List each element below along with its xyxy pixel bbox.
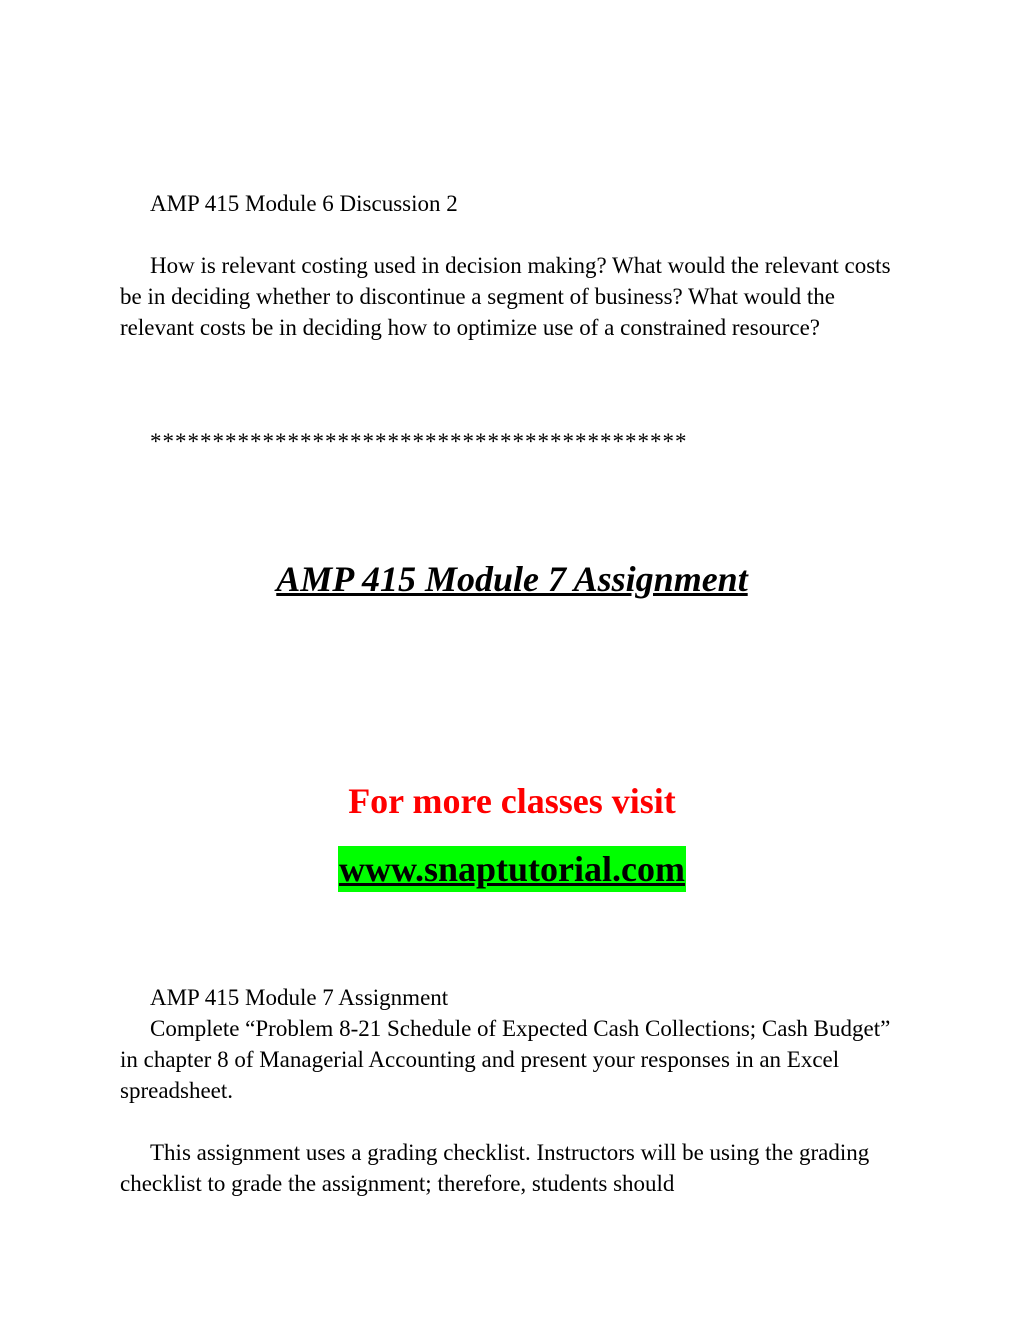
promo-text: For more classes visit [348, 781, 676, 821]
snaptutorial-link[interactable]: www.snaptutorial.com [338, 846, 686, 892]
section-separator: ******************************************* [150, 429, 688, 454]
assignment-heading: AMP 415 Module 7 Assignment [276, 559, 748, 599]
assignment-description: Complete “Problem 8-21 Schedule of Expected Cash Collections; Cash Budget” in chapter 8 of Managerial Accounting and present your responses in an Excel spreadsheet. [120, 1016, 891, 1103]
discussion-title: AMP 415 Module 6 Discussion 2 [150, 191, 458, 216]
promo-link-wrap [0, 846, 1024, 892]
discussion-question: How is relevant costing used in decision making? What would the relevant costs be in deciding whether to discontinue a segment of business? What would the relevant costs be in deciding how to optimize use of a constrained resource? [120, 253, 891, 340]
assignment-title: AMP 415 Module 7 Assignment [150, 985, 449, 1010]
grading-checklist-text: This assignment uses a grading checklist. Instructors will be using the grading checklist to grade the assignment; therefore, students should [120, 1140, 870, 1196]
